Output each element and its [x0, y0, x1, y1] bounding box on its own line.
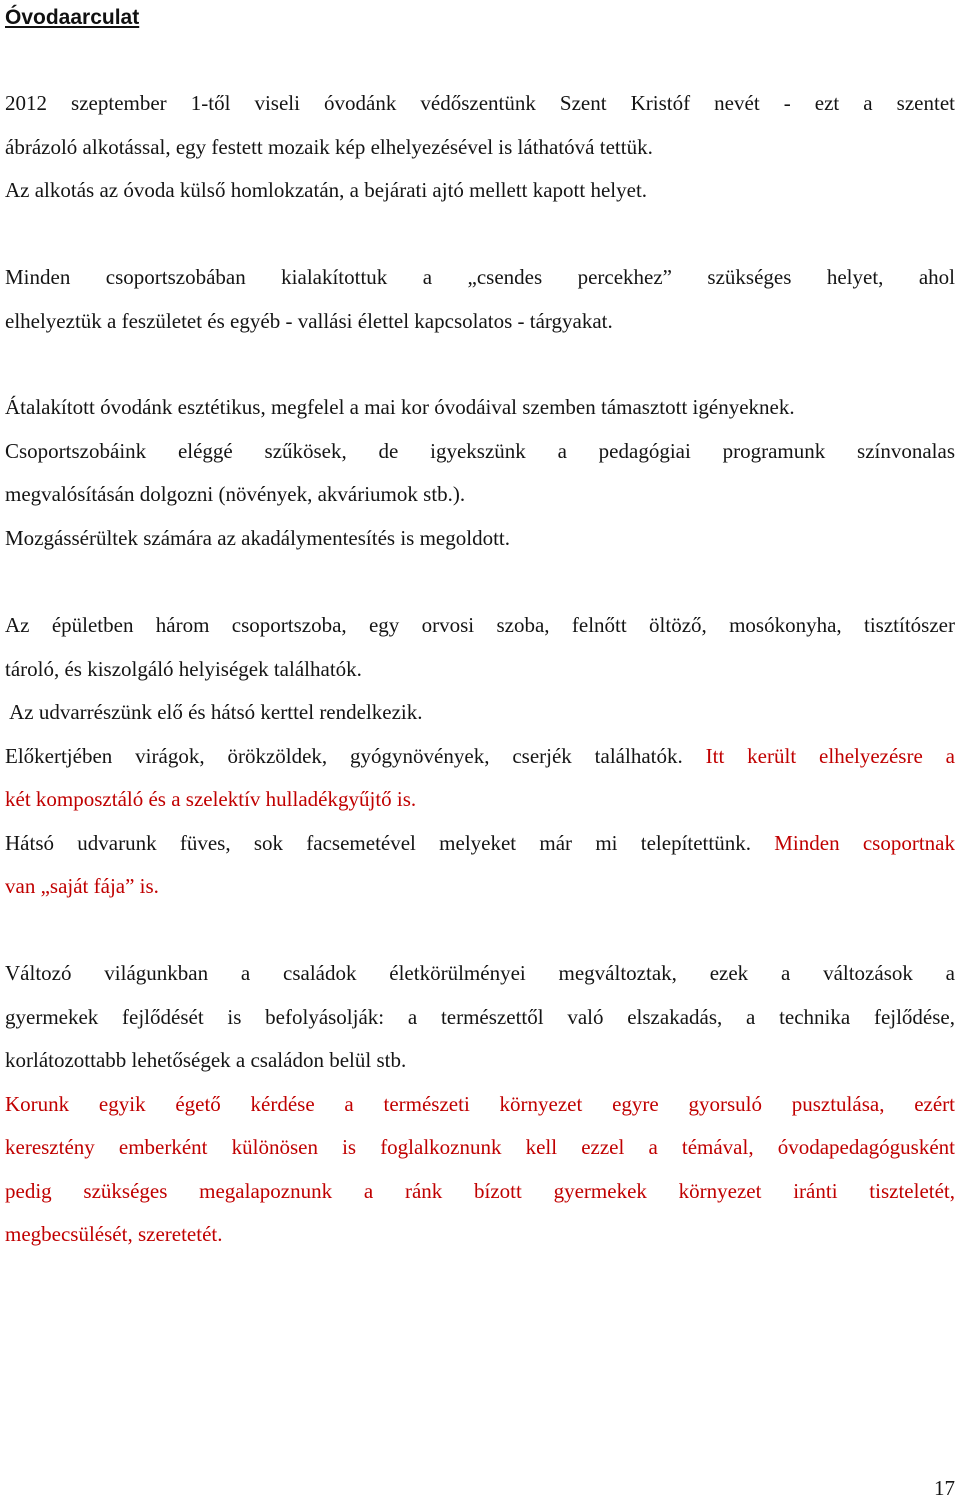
text-line: [5, 822, 955, 866]
highlighted-text: megbecsülését, szeretetét.: [5, 1222, 223, 1246]
text-segment: Hátsó udvarunk füves, sok facsemetével melyeket már mi telepítettünk.: [5, 830, 775, 855]
highlighted-text: pedig szükséges megalapoznunk a ránk bízott gyermekek környezet iránti tiszteletét,: [5, 1178, 955, 1203]
paragraph-quiet-corner: [5, 256, 955, 343]
highlighted-text: két komposztáló és a szelektív hulladékgyűjtő is.: [5, 787, 417, 811]
text-line: Átalakított óvodánk esztétikus, megfelel a mai kor óvodáival szemben támasztott igényeknek.: [5, 395, 795, 419]
highlighted-text: Minden csoportnak: [774, 830, 955, 855]
text-line: gyermekek fejlődését is befolyásolják: a természettől való elszakadás, a technika fejlődése,: [5, 1004, 955, 1029]
text-line: [5, 735, 955, 779]
text-line: Minden csoportszobában kialakítottuk a „csendes percekhez” szükséges helyet, ahol: [5, 265, 955, 289]
page-title: Óvodaarculat: [5, 6, 140, 29]
text-line: Mozgássérültek számára az akadálymentesítés is megoldott.: [5, 525, 510, 550]
text-line: tároló, és kiszolgáló helyiségek találhatók.: [5, 656, 362, 681]
highlighted-text: van „saját fája” is.: [5, 874, 159, 898]
paragraph-renovated-kindergarten: [5, 386, 955, 560]
page-number: 17: [934, 1476, 955, 1500]
text-line: Az udvarrészünk elő és hátsó kerttel rendelkezik.: [5, 700, 423, 724]
highlighted-text: Korunk egyik égető kérdése a természeti környezet egyre gyorsuló pusztulása, ezért: [5, 1091, 955, 1116]
text-line: Az alkotás az óvoda külső homlokzatán, a bejárati ajtó mellett kapott helyet.: [5, 178, 648, 202]
text-line: korlátozottabb lehetőségek a családon belül stb.: [5, 1048, 407, 1072]
text-line: 2012 szeptember 1-től viseli óvodánk védőszentünk Szent Kristóf nevét - ezt a szentet: [5, 91, 955, 115]
text-line: megvalósításán dolgozni (növények, akváriumok stb.).: [5, 482, 466, 506]
text-line: Változó világunkban a családok életkörülményei megváltoztak, ezek a változások a: [5, 961, 955, 985]
text-line: elhelyeztük a feszületet és egyéb - vallási élettel kapcsolatos - tárgyakat.: [5, 308, 613, 333]
text-line: Csoportszobáink eléggé szűkösek, de igyekszünk a pedagógiai programunk színvonalas: [5, 438, 955, 463]
highlighted-text: Itt került elhelyezésre a: [705, 743, 956, 768]
highlighted-text: keresztény emberként különösen is foglalkoznunk kell ezzel a témával, óvodapedagógusként: [5, 1135, 955, 1159]
text-line: Az épületben három csoportszoba, egy orvosi szoba, felnőtt öltöző, mosókonyha, tisztítószer: [5, 613, 955, 637]
paragraph-patron-saint: [5, 82, 955, 213]
text-segment: Előkertjében virágok, örökzöldek, gyógynövények, cserjék találhatók.: [5, 743, 706, 768]
paragraph-building-and-yard: [5, 604, 955, 909]
text-line: ábrázoló alkotással, egy festett mozaik kép elhelyezésével is láthatóvá tettük.: [5, 134, 653, 159]
paragraph-changing-world: [5, 952, 955, 1257]
